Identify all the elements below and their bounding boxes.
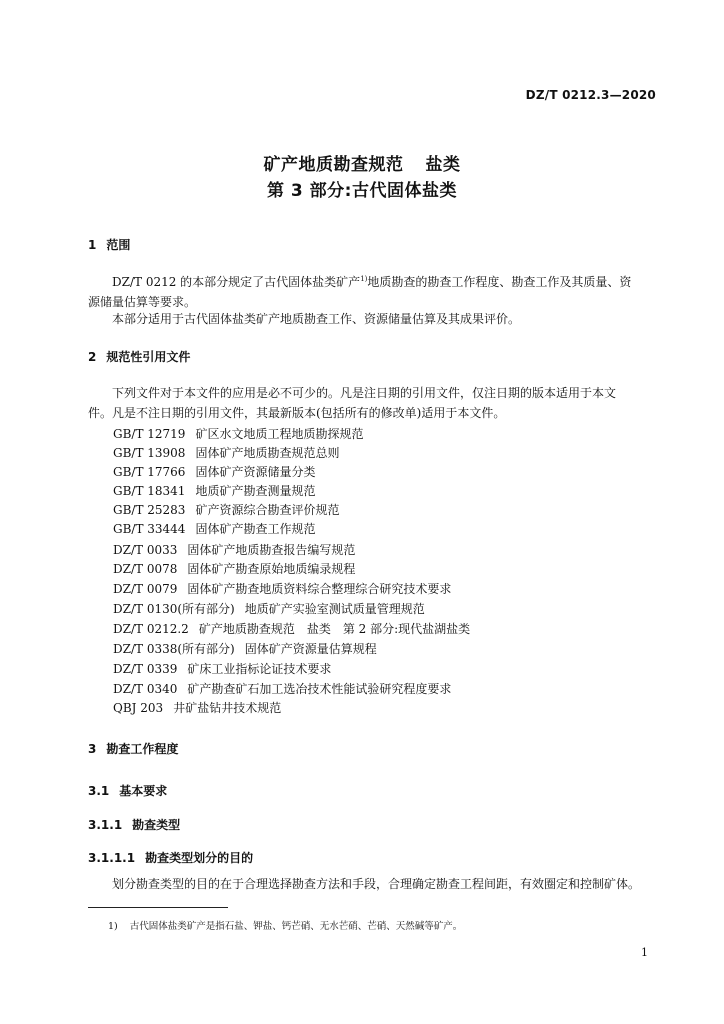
- section-title: 基本要求: [119, 784, 168, 798]
- reference-item: [113, 660, 331, 677]
- section-number: 2: [88, 350, 97, 364]
- reference-title: 矿产资源综合勘查评价规范: [195, 503, 340, 517]
- reference-code: QBJ 203: [113, 701, 164, 715]
- reference-item: [113, 425, 363, 442]
- reference-item: [113, 482, 315, 499]
- paragraph-text: 划分勘查类型的目的在于合理选择勘查方法和手段，合理确定勘查工程间距，有效圈定和控制矿体。: [112, 877, 641, 891]
- section-title: 勘查类型划分的目的: [145, 851, 254, 865]
- reference-code: GB/T 25283: [113, 503, 186, 517]
- section-title: 规范性引用文件: [106, 350, 191, 364]
- section-number: 3.1.1.1: [88, 851, 136, 865]
- section-1-paragraph-2: [88, 309, 648, 329]
- footnote-number: 1): [108, 921, 118, 932]
- reference-code: GB/T 18341: [113, 484, 186, 498]
- reference-title: 固体矿产资源量估算规程: [244, 642, 377, 656]
- reference-item: [113, 580, 451, 597]
- reference-item: [113, 444, 339, 461]
- reference-item: [113, 520, 315, 537]
- reference-title: 固体矿产地质勘查规范总则: [195, 446, 340, 460]
- section-number: 3.1: [88, 784, 110, 798]
- paragraph-text: DZ/T 0212 的本部分规定了古代固体盐类矿产: [112, 275, 361, 289]
- section-heading-1: [88, 236, 130, 253]
- reference-code: GB/T 12719: [113, 427, 186, 441]
- section-heading-3: [88, 740, 178, 757]
- reference-code: DZ/T 0339: [113, 662, 178, 676]
- reference-item: [113, 463, 315, 480]
- section-number: 1: [88, 238, 97, 252]
- page-number: 1: [641, 946, 648, 959]
- footnote: [108, 918, 462, 932]
- reference-title: 地质矿产实验室测试质量管理规范: [244, 602, 425, 616]
- reference-title: 固体矿产勘查工作规范: [195, 522, 316, 536]
- reference-code: GB/T 17766: [113, 465, 186, 479]
- reference-item: [113, 600, 425, 617]
- footnote-marker: 1): [360, 275, 368, 283]
- document-title-line2: 第 3 部分:古代固体盐类: [267, 181, 457, 201]
- reference-title: 井矿盐钻井技术规范: [173, 701, 282, 715]
- footnote-divider: [88, 907, 228, 908]
- reference-title: 固体矿产资源储量分类: [195, 465, 316, 479]
- reference-title: 固体矿产地质勘查报告编写规范: [187, 543, 356, 557]
- section-1-paragraph-1: [88, 269, 648, 312]
- reference-title: 矿产勘查矿石加工选冶技术性能试验研究程度要求: [187, 682, 452, 696]
- reference-code: DZ/T 0079: [113, 582, 178, 596]
- reference-code: DZ/T 0033: [113, 543, 178, 557]
- reference-code: DZ/T 0338(所有部分): [113, 642, 235, 656]
- section-heading-3-1: [88, 782, 167, 799]
- reference-item: [113, 680, 451, 697]
- reference-item: [113, 640, 377, 657]
- paragraph-text: 件。凡是不注日期的引用文件，其最新版本(包括所有的修改单)适用于本文件。: [88, 406, 506, 420]
- reference-title: 固体矿产勘查原始地质编录规程: [187, 562, 356, 576]
- section-heading-3-1-1-1: [88, 849, 253, 866]
- reference-item: [113, 541, 355, 558]
- reference-title: 矿区水文地质工程地质勘探规范: [195, 427, 364, 441]
- reference-item: [113, 620, 470, 637]
- section-3-1-1-1-paragraph: [88, 874, 668, 894]
- paragraph-text: 本部分适用于古代固体盐类矿产地质勘查工作、资源储量估算及其成果评价。: [112, 312, 521, 326]
- paragraph-text: 下列文件对于本文件的应用是必不可少的。凡是注日期的引用文件，仅注日期的版本适用于本文: [112, 386, 617, 400]
- reference-code: DZ/T 0130(所有部分): [113, 602, 235, 616]
- section-title: 勘查工作程度: [106, 742, 179, 756]
- title-category: 盐类: [425, 155, 461, 175]
- section-number: 3: [88, 742, 97, 756]
- section-heading-3-1-1: [88, 816, 180, 833]
- footnote-text: 古代固体盐类矿产是指石盐、钾盐、钙芒硝、无水芒硝、芒硝、天然碱等矿产。: [129, 921, 463, 932]
- paragraph-text: 源储量估算等要求。: [88, 295, 197, 309]
- reference-title: 矿床工业指标论证技术要求: [187, 662, 332, 676]
- section-title: 勘查类型: [132, 818, 181, 832]
- reference-code: DZ/T 0212.2: [113, 622, 189, 636]
- standard-code: DZ/T 0212.3—2020: [525, 88, 656, 102]
- section-2-paragraph-1: [88, 383, 648, 423]
- reference-title: 地质矿产勘查测量规范: [195, 484, 316, 498]
- reference-code: GB/T 33444: [113, 522, 186, 536]
- reference-title: 矿产地质勘查规范 盐类 第 2 部分:现代盐湖盐类: [198, 622, 471, 636]
- section-heading-2: [88, 348, 190, 365]
- section-title: 范围: [106, 238, 131, 252]
- reference-code: DZ/T 0340: [113, 682, 178, 696]
- reference-item: [113, 501, 339, 518]
- reference-item: [113, 560, 355, 577]
- reference-item: [113, 699, 281, 716]
- section-number: 3.1.1: [88, 818, 123, 832]
- title-main: 矿产地质勘查规范: [263, 155, 404, 175]
- reference-title: 固体矿产勘查地质资料综合整理综合研究技术要求: [187, 582, 452, 596]
- reference-code: GB/T 13908: [113, 446, 186, 460]
- paragraph-text: 地质勘查的勘查工作程度、勘查工作及其质量、资: [367, 275, 632, 289]
- document-title-line1: [0, 150, 724, 175]
- reference-code: DZ/T 0078: [113, 562, 178, 576]
